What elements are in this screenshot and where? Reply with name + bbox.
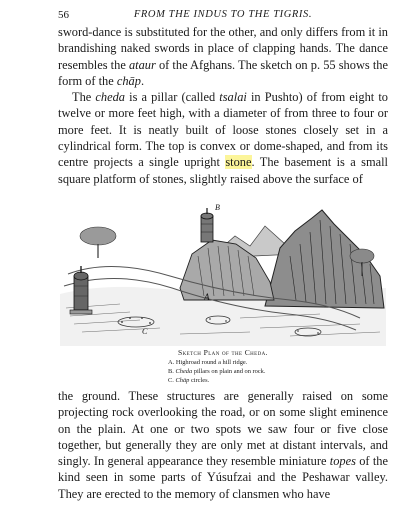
italic-term: cheda (95, 90, 125, 105)
text-run: of the kind seen in some parts of Yúsufzai and the Peshawar valley. They are erected to the memory of clansmen who have (58, 454, 388, 501)
text-run: of the Afghans. The sketch on p. 55 shows the form of the (58, 57, 388, 88)
legend-item (168, 368, 388, 377)
legend-italic: Chāp (175, 376, 190, 384)
running-head (58, 9, 388, 25)
sketch-illustration (60, 196, 386, 346)
legend-text: Highroad round a hill ridge. (175, 359, 248, 366)
text-run: . The basement is a small square platform of stones, slightly raised above the surface of (58, 155, 388, 186)
figure-legend (168, 359, 388, 385)
tree-left (80, 227, 116, 258)
top-text-block (58, 24, 388, 187)
italic-term: chāp (116, 73, 141, 88)
italic-term: tsalai (219, 90, 247, 105)
text-run: the ground. These structures are generally raised on some projecting rock overlooking the road, or on some slight eminence on the plain. At one or two spots we saw four or five close together, but generally they are only met at distant intervals, and singly. In general appearance they resemble miniature (58, 389, 388, 469)
legend-text: circles. (189, 376, 210, 384)
legend-item (168, 377, 388, 386)
text-run: . (140, 73, 145, 88)
legend-key: A. (168, 359, 175, 366)
legend-item (168, 359, 388, 368)
paragraph-sword-dance (58, 24, 388, 89)
text-run: is a pillar (called (125, 90, 220, 105)
caption-title: Sketch Plan of the Cheda. (178, 348, 268, 357)
running-title: FROM THE INDUS TO THE TIGRIS. (133, 9, 313, 20)
text-run: sword-dance is substituted for the other, and only differs from it in brandishing naked swords in place of clapping hands. The dance resembles the (58, 25, 388, 72)
cheda-sketch-figure (60, 196, 386, 346)
text-run: in Pushto) of from eight to twelve or more feet high, with a diameter of from three to four or more feet. It is neatly built of loose stones closely set in a cylindrical form. The top is convex or dome-shaped, and from its centre projects a single upright (58, 90, 388, 170)
cheda-on-rock (201, 208, 213, 242)
legend-key: B. (168, 367, 174, 375)
legend-italic: Cheda (175, 367, 193, 375)
italic-term: topes (329, 454, 356, 469)
page-number: 56 (58, 9, 69, 21)
figure-caption (58, 348, 388, 385)
italic-term: ataur (128, 57, 156, 72)
highlighted-word[interactable]: stone (225, 155, 252, 170)
label-b: B (215, 203, 220, 212)
label-c: C (142, 327, 148, 336)
legend-key: C. (168, 376, 174, 384)
text-run: The (72, 90, 96, 105)
paragraph-structures (58, 388, 388, 502)
label-a: A (204, 292, 210, 302)
paragraph-cheda (58, 89, 388, 187)
bottom-text-block (58, 388, 388, 502)
legend-text: pillars on plain and on rock. (192, 367, 266, 375)
